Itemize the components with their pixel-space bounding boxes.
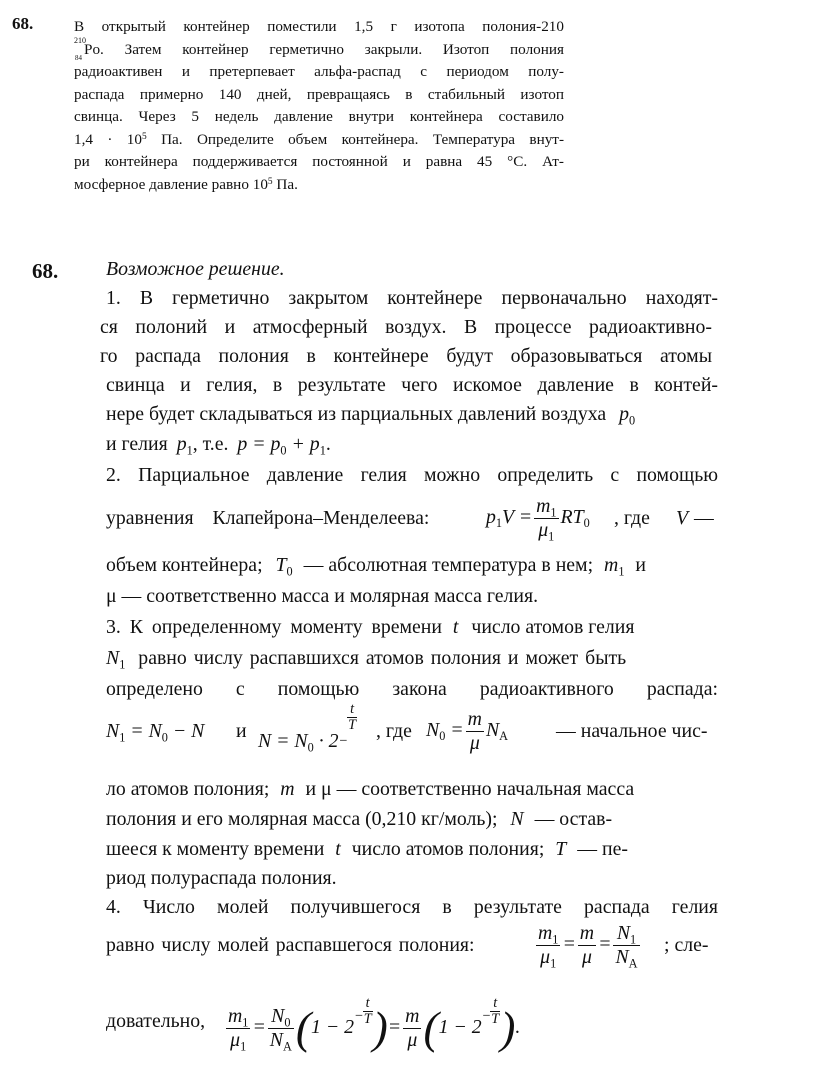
step2-line-2: уравнения Клапейрона–Менделеева: $p_1V$ = $\frac{m_1}{\mu_1}$ $RT_0$ , где V — [106,495,714,544]
problem-line-1: В открытый контейнер поместили 1,5 г изотопа полония-210 [74,18,564,35]
step1-line-3: го распада полония в контейнере будут образовываться атомы [100,345,712,367]
step4-line-1: 4. Число молей получившегося в результате распада гелия [106,896,718,918]
problem-line-8: мосферное давление равно $10^5$ Па. [74,175,298,193]
step1-line-2: ся полоний и атмосферный воздух. В процессе радиоактивно- [100,316,712,338]
formula-moles-equality: $\frac{m_1}{\mu_1}$ = $\frac{m}{\mu}$ = $\frac{N_1}{N_A}$ [538,922,638,971]
step4-line-3: довательно, $\frac{m_1}{\mu_1}$ = $\frac{N_0}{N_A}$ (1 − 2− $\frac{t}{T}$ )= $\frac{m}{\mu}$ (1 − 2− $\frac{t}{T}$ ). [106,995,521,1054]
step2-line-4: μ — соответственно масса и молярная масса гелия. [106,585,539,607]
formula-p0: $p_0$ [619,403,636,428]
isotope-mass-number: 210 [74,35,86,45]
formula-n0: $N_0$ = $\frac{m}{\mu}$ $N_A$ [426,708,508,754]
symbol-N: N [510,808,524,830]
atm-pressure-base: 10 [252,175,268,193]
symbol-m1: $m_1$ [604,554,625,579]
formula-total-pressure: $p = p_0 + p_1$ [237,433,326,458]
step1-line-5: нере будет складываться из парциальных давлений воздуха $p_0$ [106,403,636,428]
symbol-T: T [555,838,567,860]
step2-line-3: объем контейнера; $T_0$ — абсолютная температура в нем; $m_1$ и [106,554,647,579]
step3-line-1: 3. К определенному моменту времени t число атомов гелия [106,616,635,638]
step1-line-4: свинца и гелия, в результате чего искомое давление в контей- [106,374,718,396]
step3-line-7: шееся к моменту времени t число атомов полония; T — пе- [106,838,628,860]
symbol-t: t [452,616,459,638]
formula-decay-law: $N = N_0 \cdot 2_-$ $\frac{t}{T}$ [258,701,357,755]
atm-pressure-exponent: 5 [267,176,273,187]
symbol-t-2: t [335,838,341,860]
pressure-exponent: 5 [141,131,147,142]
step3-line-2: $N_1$ равно числу распавшихся атомов полония и может быть [106,647,627,672]
atm-pressure-unit: Па. [276,175,298,193]
problem-statement [74,16,564,196]
step3-line-6: полония и его молярная масса (0,210 кг/моль); N — остав- [106,808,613,830]
isotope-notation [74,35,86,62]
formula-p1: $p_1$ [176,433,193,458]
formula-clapeyron: $p_1V$ = $\frac{m_1}{\mu_1}$ $RT_0$ [486,495,590,544]
step3-line-8: риод полураспада полония. [106,867,337,889]
step2-line-1: 2. Парциальное давление гелия можно определить с помощью [106,464,718,486]
step1-line-1: 1. В герметично закрытом контейнере первоначально находят- [106,287,718,309]
problem-line-5: свинца. Через 5 недель давление внутри контейнера составило [74,108,564,126]
problem-line-7: ри контейнера поддерживается постоянной и равна 45 °С. Ат- [74,153,564,171]
isotope-atomic-number: 84 [75,53,82,62]
solution-heading: Возможное решение. [106,258,285,280]
symbol-N1: $N_1$ [106,647,126,672]
step4-line-2: равно числу молей распавшегося полония: $\frac{m_1}{\mu_1}$ = $\frac{m}{\mu}$ = $\frac{N_1}{N_A}$ ; сле- [106,922,709,971]
step1-line-6: и гелия $p_1$, т.е. $p = p_0 + p_1$. [106,433,331,458]
symbol-m: m [280,778,295,800]
symbol-V: V [676,507,689,529]
problem-line-6: $1,4 \cdot 10^5$ Па. Определите объем контейнера. Температура внут- [74,130,565,148]
symbol-T0: $T_0$ [275,554,293,579]
step3-line-4: $N_1 = N_0 - N$ и $N = N_0 \cdot 2_-$ $\frac{t}{T}$ , где $N_0$ = $\frac{m}{\mu}$ $N_A$ — начальное чис- [106,701,708,755]
step3-line-3: определено с помощью закона радиоактивного распада: [106,678,718,700]
problem-line-2: 210 84 Po. Затем контейнер герметично закрыли. Изотоп полония [74,39,564,62]
problem-number: 68. [12,14,34,33]
problem-line-4: распада примерно 140 дней, превращаясь в стабильный изотоп [74,85,564,103]
step3-line-5: ло атомов полония; m и μ — соответственно начальная масса [106,778,635,800]
formula-n1-decay: $N_1 = N_0 - N$ [106,720,205,745]
solution-number: 68. [32,259,59,283]
pressure-value: 1,4 · 10 [74,130,142,148]
formula-final-ratio: $\frac{m_1}{\mu_1}$ = $\frac{N_0}{N_A}$ (1 − 2− $\frac{t}{T}$ )= $\frac{m}{\mu}$ (1 − 2− $\frac{t}{T}$ ). [228,995,521,1054]
problem-line-3: радиоактивен и претерпевает альфа-распад с периодом полу- [74,63,564,81]
